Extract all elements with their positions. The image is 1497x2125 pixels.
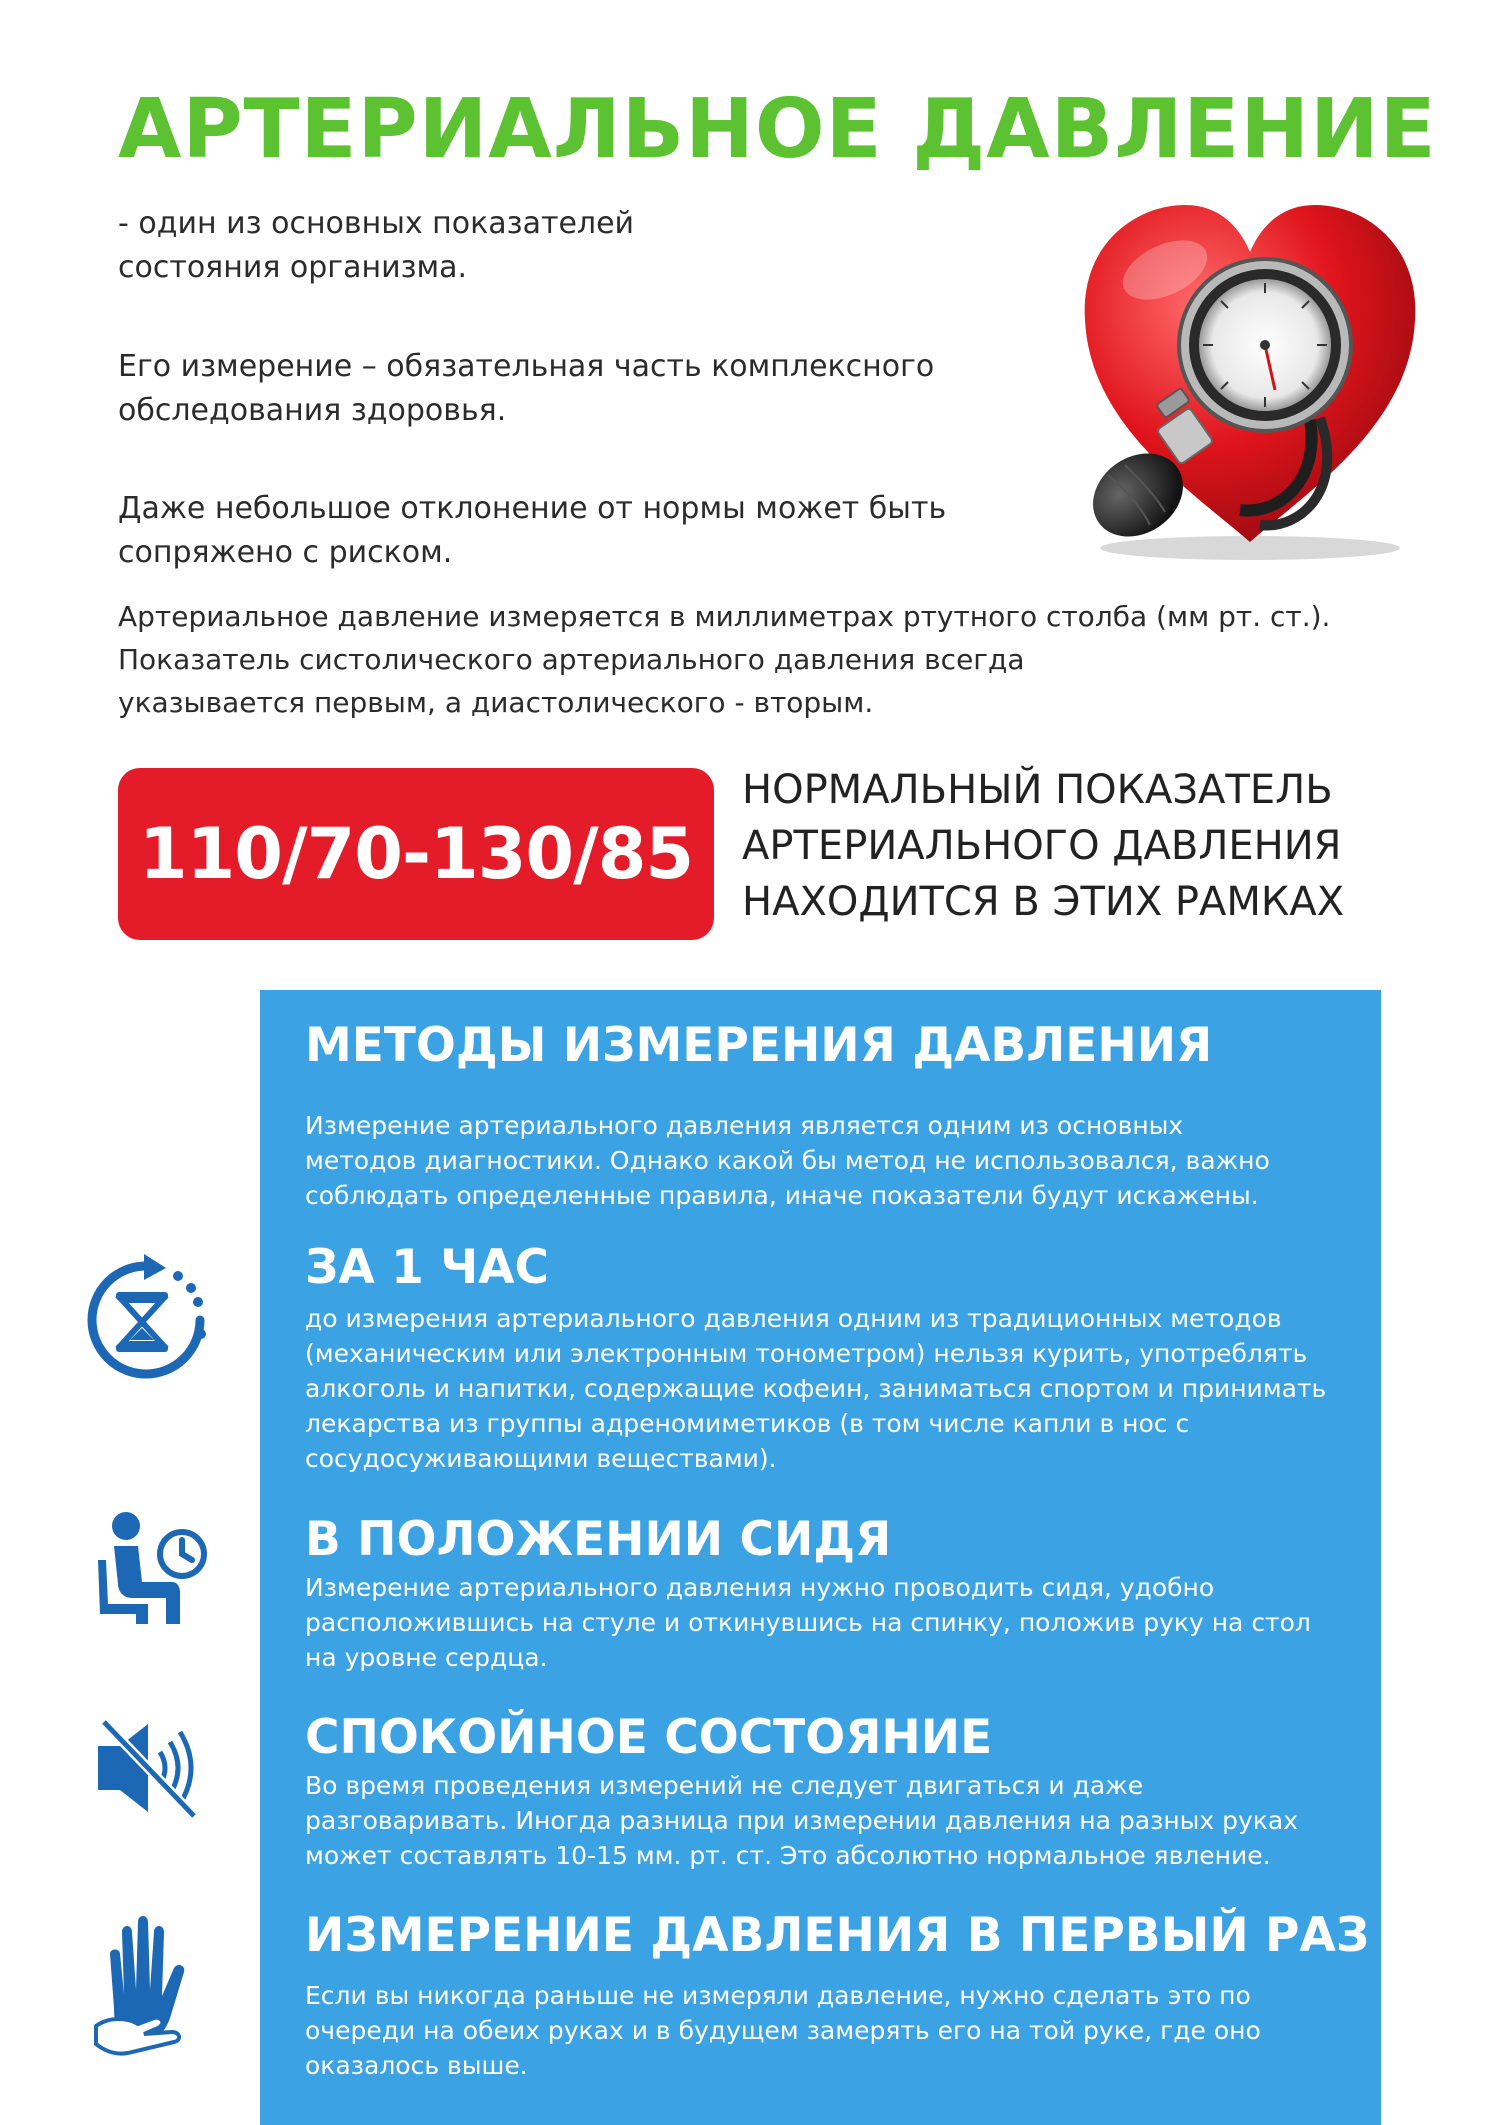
page-title: АРТЕРИАЛЬНОЕ ДАВЛЕНИЕ	[118, 82, 1437, 177]
text-line: Если вы никогда раньше не измеряли давление, нужно сделать это по	[305, 1981, 1251, 2010]
hands-icon	[92, 1912, 196, 2062]
section-text-seated	[305, 1570, 1311, 1675]
text-line: очереди на обеих руках и в будущем замерять его на той руке, где оно	[305, 2016, 1261, 2045]
text-line: до измерения артериального давления одним из традиционных методов	[305, 1304, 1282, 1333]
caption-line: НОРМАЛЬНЫЙ ПОКАЗАТЕЛЬ	[742, 767, 1333, 813]
section-title-seated: В ПОЛОЖЕНИИ СИДЯ	[305, 1512, 892, 1567]
normal-range-badge	[118, 768, 714, 940]
text-line: алкоголь и напитки, содержащие кофеин, заниматься спортом и принимать	[305, 1374, 1327, 1403]
text-line: Во время проведения измерений не следует двигаться и даже	[305, 1771, 1144, 1800]
text-line: соблюдать определенные правила, иначе показатели будут искажены.	[305, 1181, 1259, 1210]
gauge-hub	[1260, 340, 1270, 350]
units-line: Артериальное давление измеряется в миллиметрах ртутного столба (мм рт. ст.).	[118, 600, 1331, 633]
units-line: Показатель систолического артериального давления всегда	[118, 643, 1025, 676]
section-title-first-time: ИЗМЕРЕНИЕ ДАВЛЕНИЯ В ПЕРВЫЙ РАЗ	[305, 1908, 1370, 1963]
text-line: Измерение артериального давления нужно проводить сидя, удобно	[305, 1573, 1215, 1602]
text-line: методов диагностики. Однако какой бы метод не использовался, важно	[305, 1146, 1270, 1175]
intro-line: Даже небольшое отклонение от нормы может быть	[118, 491, 947, 526]
intro-line: обследования здоровья.	[118, 393, 507, 428]
heart-tonometer-illustration	[1070, 190, 1430, 570]
normal-range-caption	[742, 762, 1344, 930]
caption-line: АРТЕРИАЛЬНОГО ДАВЛЕНИЯ	[742, 823, 1342, 869]
text-line: сосудосуживающими веществами).	[305, 1444, 777, 1473]
caption-line: НАХОДИТСЯ В ЭТИХ РАМКАХ	[742, 879, 1345, 925]
text-line: на уровне сердца.	[305, 1643, 548, 1672]
muted-speaker-icon	[90, 1712, 202, 1824]
units-explanation	[118, 595, 1330, 724]
intro-line: Его измерение – обязательная часть комплексного	[118, 349, 935, 384]
units-line: указывается первым, а диастолического - вторым.	[118, 686, 874, 719]
methods-title: МЕТОДЫ ИЗМЕРЕНИЯ ДАВЛЕНИЯ	[305, 1018, 1213, 1073]
intro-paragraph-3	[118, 487, 946, 575]
section-text-calm	[305, 1768, 1298, 1873]
intro-line: - один из основных показателей	[118, 206, 635, 241]
section-title-one-hour: ЗА 1 ЧАС	[305, 1240, 550, 1295]
intro-line: сопряжено с риском.	[118, 535, 453, 570]
hourglass-clock-icon	[78, 1252, 214, 1388]
text-line: расположившись на стуле и откинувшись на спинку, положив руку на стол	[305, 1608, 1311, 1637]
section-title-calm: СПОКОЙНОЕ СОСТОЯНИЕ	[305, 1710, 993, 1765]
intro-line: состояния организма.	[118, 250, 468, 285]
text-line: лекарства из группы адреномиметиков (в том числе капли в нос с	[305, 1409, 1190, 1438]
intro-paragraph-2	[118, 345, 934, 433]
text-line: Измерение артериального давления является одним из основных	[305, 1111, 1184, 1140]
intro-paragraph-1	[118, 202, 634, 290]
text-line: оказалось выше.	[305, 2051, 528, 2080]
text-line: разговаривать. Иногда разница при измерении давления на разных руках	[305, 1806, 1299, 1835]
text-line: (механическим или электронным тонометром) нельзя курить, употреблять	[305, 1339, 1308, 1368]
text-line: может составлять 10-15 мм. рт. ст. Это абсолютно нормальное явление.	[305, 1841, 1271, 1870]
methods-text	[305, 1108, 1270, 1213]
section-text-first-time	[305, 1978, 1261, 2083]
section-text-one-hour	[305, 1301, 1326, 1476]
seated-person-clock-icon	[88, 1508, 212, 1632]
normal-range-value: 110/70-130/85	[138, 813, 694, 895]
